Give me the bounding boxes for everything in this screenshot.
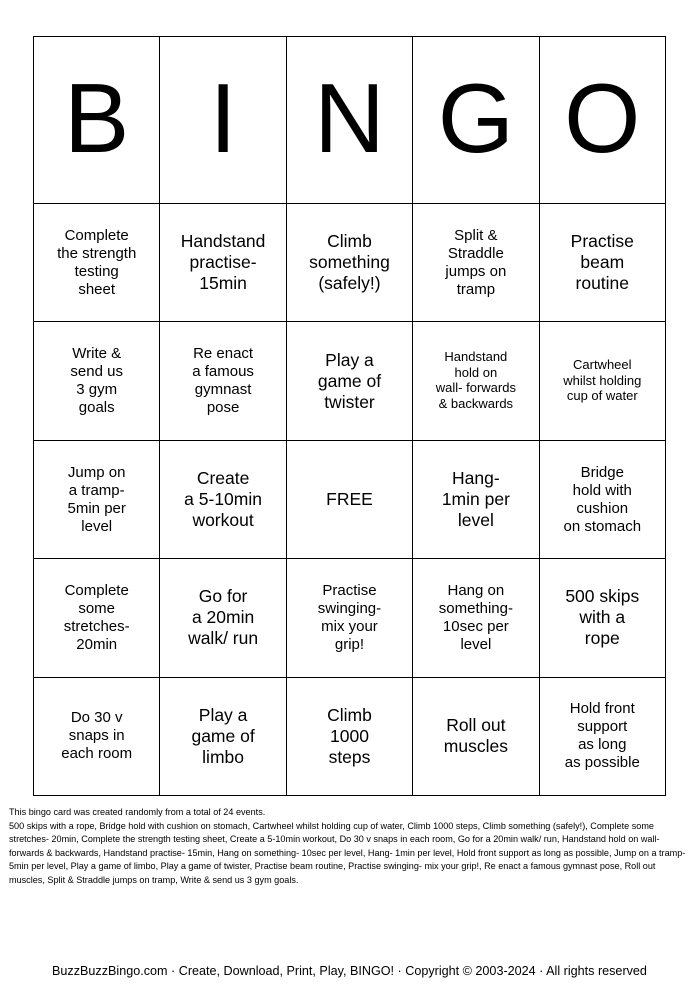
header-letter-g: G [413, 37, 539, 204]
site-footer: BuzzBuzzBingo.com · Create, Download, Print, Play, BINGO! · Copyright © 2003-2024 · All rights reserved [52, 964, 647, 978]
cell-text: Write & send us 3 gym goals [70, 345, 123, 417]
bingo-cell [286, 559, 412, 677]
bingo-cell [160, 204, 286, 322]
bingo-row-2 [34, 322, 666, 440]
bingo-cell [160, 559, 286, 677]
cell-text: Split & Straddle jumps on tramp [445, 226, 507, 298]
cell-text: Climb 1000 steps [327, 704, 372, 767]
bingo-cell [539, 322, 665, 440]
card-footnote [9, 806, 693, 888]
cell-text: Re enact a famous gymnast pose [192, 345, 254, 417]
bingo-cell [34, 322, 160, 440]
cell-text: Roll out muscles [443, 715, 508, 757]
bingo-cell [413, 440, 539, 558]
bingo-cell [539, 559, 665, 677]
cell-text: Practise swinging- mix your grip! [317, 581, 382, 653]
bingo-row-4 [34, 559, 666, 677]
bingo-row-5 [34, 677, 666, 795]
bingo-cell [413, 322, 539, 440]
bingo-cell [160, 322, 286, 440]
cell-text: Cartwheel whilst holding cup of water [563, 357, 642, 404]
bingo-cell [413, 677, 539, 795]
header-letter-i: I [160, 37, 286, 204]
cell-text: Create a 5-10min workout [184, 468, 262, 530]
bingo-cell [413, 204, 539, 322]
cell-text: Practise beam routine [570, 231, 634, 294]
cell-text: Complete some stretches- 20min [63, 581, 130, 653]
cell-text: Climb something (safely!) [309, 231, 390, 294]
bingo-cell [413, 559, 539, 677]
header-letter-o: O [539, 37, 665, 204]
bingo-row-3 [34, 440, 666, 558]
bingo-cell [34, 204, 160, 322]
bingo-row-1 [34, 204, 666, 322]
bingo-cell [34, 677, 160, 795]
free-space-text: FREE [326, 489, 373, 509]
footnote-intro: This bingo card was created randomly from a total of 24 events. [9, 807, 266, 817]
cell-text: Bridge hold with cushion on stomach [563, 463, 642, 535]
cell-text: Hang on something- 10sec per level [438, 581, 513, 653]
cell-text: Play a game of twister [317, 349, 382, 412]
bingo-cell [34, 559, 160, 677]
cell-text: Do 30 v snaps in each room [61, 709, 133, 763]
cell-text: Jump on a tramp- 5min per level [67, 463, 126, 535]
bingo-card [33, 36, 666, 796]
bingo-cell [539, 440, 665, 558]
bingo-cell [34, 440, 160, 558]
cell-text: Handstand practise- 15min [180, 231, 266, 294]
bingo-cell [286, 322, 412, 440]
bingo-header-row [34, 37, 666, 204]
footnote-event-list: 500 skips with a rope, Bridge hold with cushion on stomach, Cartwheel whilst holding cup of water, Climb 1000 steps, Climb something (safely!), Complete some stretches- 20min, Complete the strength testing sheet, Create a 5-10min workout, Do 30 v snaps in each room, Go for a 20min walk/ run, Handstand hold on wall- forwards & backwards, Handstand practise- 15min, Hang on something- 10sec per level, Hang- 1min per level, Hold front support as long as possible, Jump on a tramp- 5min per level, Play a game of limbo, Play a game of twister, Practise beam routine, Practise swinging- mix your grip!, Re enact a famous gymnast pose, Roll out muscles, Split & Straddle jumps on tramp, Write & send us 3 gym goals. [9, 820, 686, 885]
cell-text: Hold front support as long as possible [564, 700, 640, 772]
bingo-cell [160, 440, 286, 558]
cell-text: Handstand hold on wall- forwards & backwards [435, 349, 516, 411]
cell-text: 500 skips with a rope [565, 586, 640, 649]
header-letter-b: B [34, 37, 160, 204]
bingo-cell [539, 677, 665, 795]
cell-text: Play a game of limbo [191, 704, 255, 767]
free-space-cell [286, 440, 412, 558]
cell-text: Hang- 1min per level [441, 468, 510, 530]
cell-text: Complete the strength testing sheet [57, 226, 137, 298]
bingo-cell [539, 204, 665, 322]
bingo-cell [286, 677, 412, 795]
header-letter-n: N [286, 37, 412, 204]
cell-text: Go for a 20min walk/ run [188, 586, 259, 649]
bingo-cell [286, 204, 412, 322]
bingo-cell [160, 677, 286, 795]
